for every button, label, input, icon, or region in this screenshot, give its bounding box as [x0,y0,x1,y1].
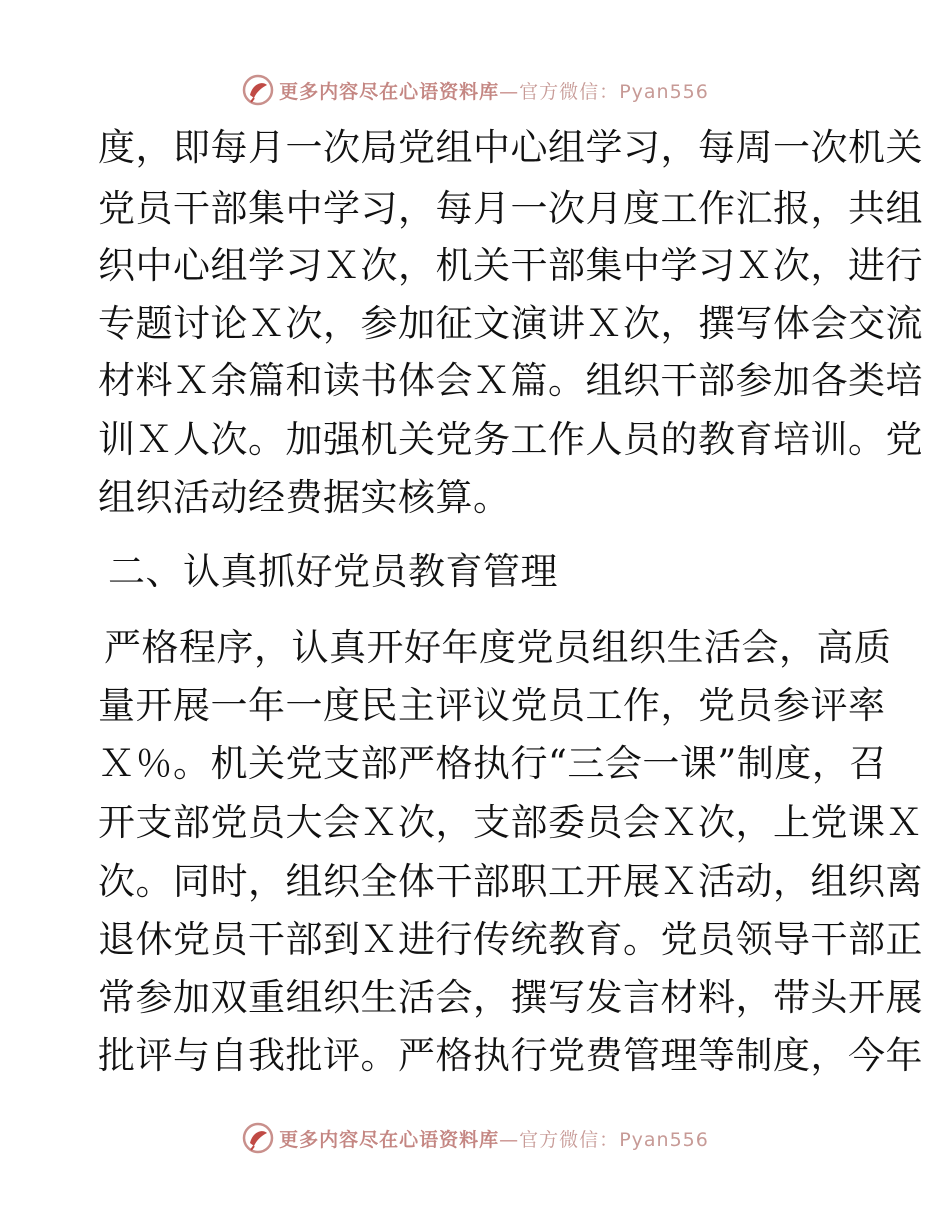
section-heading: 二、认真抓好党员教育管理 [108,550,558,593]
body-line: 织中心组学习Ｘ次，机关干部集中学习Ｘ次，进行 [98,244,923,287]
watermark-wechat-id: Pyan556 [619,80,709,103]
watermark-wechat-label: 官方微信： [519,80,620,103]
body-line: 度，即每月一次局党组中心组学习，每周一次机关 [98,126,923,169]
body-line: 组织活动经费据实核算。 [98,476,511,519]
body-line: 训Ｘ人次。加强机关党务工作人员的教育培训。党 [98,418,923,461]
watermark-wechat-id: Pyan556 [619,1128,709,1151]
body-line: 严格程序，认真开好年度党员组织生活会，高质 [104,626,892,669]
body-line: 党员干部集中学习，每月一次月度工作汇报，共组 [98,187,923,230]
body-line: 批评与自我批评。严格执行党费管理等制度，今年 [98,1034,923,1077]
body-line: 退休党员干部到Ｘ进行传统教育。党员领导干部正 [98,918,923,961]
watermark-dash: — [499,80,520,103]
watermark-site-text: 更多内容尽在心语资料库 [279,1128,500,1151]
body-line: 常参加双重组织生活会，撰写发言材料，带头开展 [98,976,923,1019]
watermark-site-text: 更多内容尽在心语资料库 [279,80,500,103]
logo-icon [241,73,275,107]
logo-icon [241,1121,275,1155]
header-watermark [0,70,950,110]
body-line: 次。同时，组织全体干部职工开展Ｘ活动，组织离 [98,860,923,903]
body-line: 专题讨论Ｘ次，参加征文演讲Ｘ次，撰写体会交流 [98,302,923,345]
body-line: 开支部党员大会Ｘ次，支部委员会Ｘ次，上党课Ｘ [98,801,923,844]
watermark-dash: — [499,1128,520,1151]
watermark-wechat-label: 官方微信： [519,1128,620,1151]
body-line: Ｘ％。机关党支部严格执行“三会一课”制度，召 [98,742,887,785]
footer-watermark [0,1118,950,1158]
body-line: 量开展一年一度民主评议党员工作，党员参评率 [98,684,886,727]
body-line: 材料Ｘ余篇和读书体会Ｘ篇。组织干部参加各类培 [98,359,923,402]
